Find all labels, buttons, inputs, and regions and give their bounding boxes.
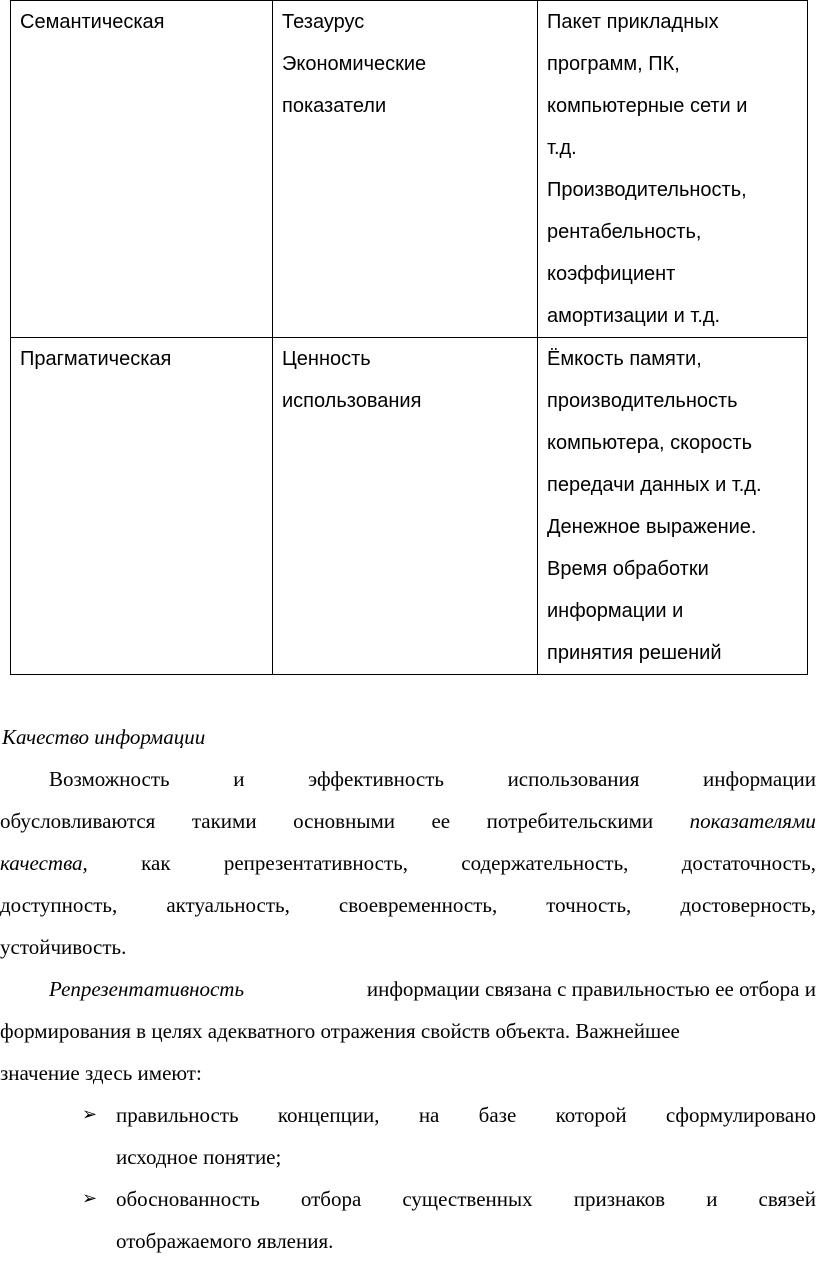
text-line: исходное понятие;: [116, 1145, 282, 1169]
cell-text: компьютерные сети и: [547, 95, 748, 117]
list-item: [0, 1094, 816, 1178]
cell-text: производительность: [547, 390, 738, 412]
cell-text: коэффициент: [547, 263, 676, 285]
table-row: [11, 338, 808, 675]
cell-text: Прагматическая: [20, 348, 172, 370]
table-cell-examples: [538, 1, 808, 338]
arrow-bullet-icon: ➢: [82, 1188, 98, 1209]
arrow-bullet-icon: ➢: [82, 1104, 98, 1125]
bullet-list: [0, 1094, 816, 1262]
text-line: [116, 1094, 816, 1136]
cell-text: Семантическая: [20, 11, 165, 33]
word: как: [141, 851, 171, 875]
cell-text: передачи данных и т.д.: [547, 474, 762, 496]
word: которой: [555, 1103, 627, 1127]
word: существенных: [402, 1187, 533, 1211]
cell-text: Экономические: [282, 53, 427, 75]
cell-text: использования: [282, 390, 422, 412]
word: потребительскими: [486, 809, 654, 833]
word: точность,: [546, 893, 632, 917]
cell-text: Тезаурус: [282, 11, 365, 33]
cell-text: принятия решений: [547, 642, 722, 664]
cell-text: рентабельность,: [547, 221, 702, 243]
text-line: устойчивость.: [0, 935, 127, 959]
word: базе: [478, 1103, 517, 1127]
word: на: [418, 1103, 440, 1127]
cell-text: информации и: [547, 600, 684, 622]
word: использования: [507, 767, 640, 791]
text-line: [0, 800, 816, 842]
word: содержательность,: [461, 851, 629, 875]
word: признаков: [573, 1187, 666, 1211]
table-cell-examples: [538, 338, 808, 675]
word: такими: [191, 809, 257, 833]
word: ее: [431, 809, 451, 833]
text-fragment: информации связана с правильностью ее отбора и: [366, 977, 816, 1001]
cell-text: Пакет прикладных: [547, 11, 719, 33]
cell-text: амортизации и т.д.: [547, 305, 721, 327]
text-line: [116, 1178, 816, 1220]
cell-text: т.д.: [547, 137, 577, 159]
cell-text: Ценность: [282, 348, 371, 370]
word: своевременность,: [338, 893, 498, 917]
info-levels-table: [10, 0, 808, 675]
cell-text: программ, ПК,: [547, 53, 680, 75]
table-row: [11, 1, 808, 338]
table-cell-level: [11, 338, 273, 675]
word-italic: показателями: [689, 809, 816, 833]
word: и: [233, 767, 245, 791]
word: актуальность,: [166, 893, 290, 917]
paragraph-quality-indicators: [0, 758, 816, 968]
word: репрезентативность,: [223, 851, 408, 875]
text-line: [0, 884, 816, 926]
text-line: [0, 968, 816, 1010]
word: сформулировано: [665, 1103, 816, 1127]
term-italic: Репрезентативность: [49, 977, 245, 1001]
word: и: [706, 1187, 718, 1211]
table-cell-measure: [273, 338, 538, 675]
cell-text: Производительность,: [547, 179, 747, 201]
word: концепции,: [277, 1103, 380, 1127]
cell-text: Денежное выражение.: [547, 516, 757, 538]
cell-text: Ёмкость памяти,: [547, 348, 702, 370]
word: правильность: [116, 1103, 239, 1127]
table-cell-level: [11, 1, 273, 338]
cell-text: Время обработки: [547, 558, 709, 580]
word: достоверность,: [680, 893, 816, 917]
word: информации: [703, 767, 816, 791]
cell-text: показатели: [282, 95, 387, 117]
word: обусловливаются: [0, 809, 156, 833]
word: эффективность: [308, 767, 444, 791]
text-line: [0, 842, 816, 884]
word: связей: [758, 1187, 816, 1211]
section-heading: Качество информации: [2, 725, 206, 749]
word: обоснованность: [116, 1187, 260, 1211]
text-line: [0, 758, 816, 800]
word: доступность,: [0, 893, 118, 917]
word-italic: качества,: [0, 851, 88, 875]
text-line: формирования в целях адекватного отражения свойств объекта. Важнейшее: [0, 1019, 680, 1043]
list-item: [0, 1178, 816, 1262]
cell-text: компьютера, скорость: [547, 432, 752, 454]
table-cell-measure: [273, 1, 538, 338]
text-line: значение здесь имеют:: [0, 1061, 202, 1085]
body-text: [0, 716, 816, 1262]
paragraph-representativeness: [0, 968, 816, 1094]
word: отбора: [300, 1187, 362, 1211]
word: достаточность,: [681, 851, 816, 875]
word: основными: [293, 809, 395, 833]
text-line: отображаемого явления.: [116, 1229, 334, 1253]
word: Возможность: [49, 767, 170, 791]
